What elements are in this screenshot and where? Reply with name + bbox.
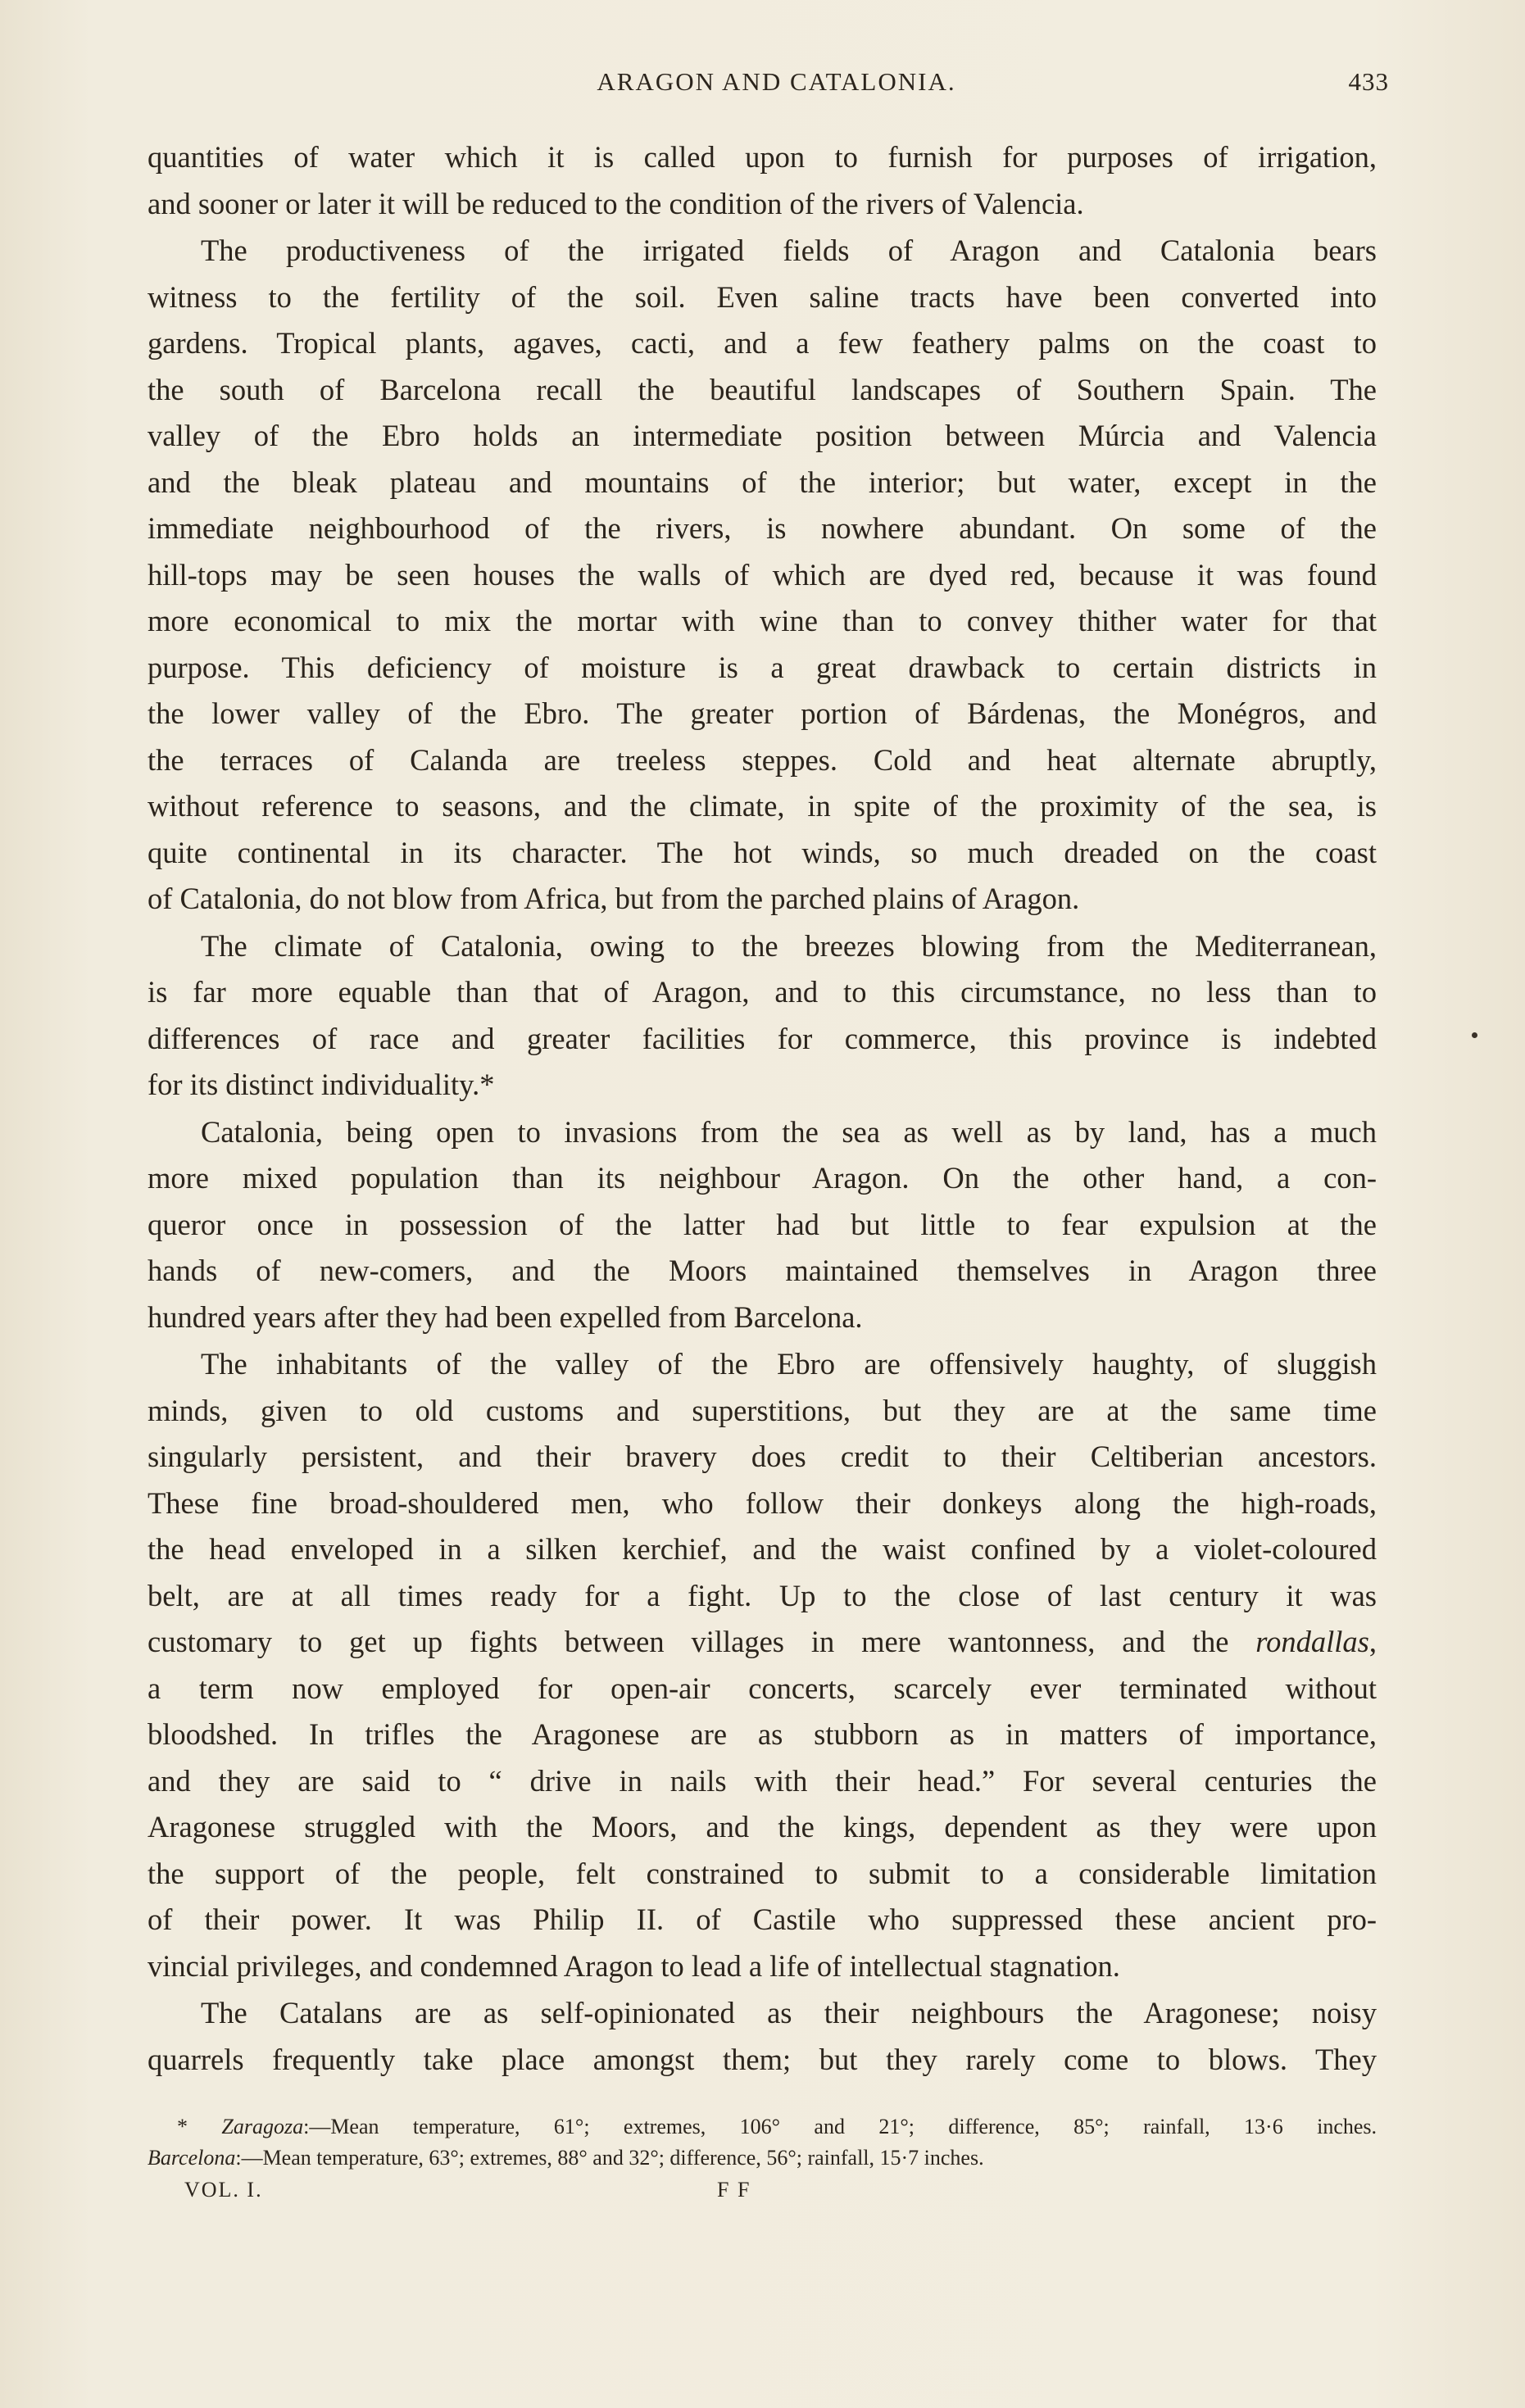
text-line: The climate of Catalonia, owing to the breezes blowing from the Mediterranean, bbox=[201, 928, 1377, 963]
page-number: 433 bbox=[1348, 67, 1389, 96]
text-line: hill-tops may be seen houses the walls of which are dyed red, because it was found bbox=[148, 557, 1377, 592]
text-line: the lower valley of the Ebro. The greater portion of Bárdenas, the Monégros, and bbox=[148, 696, 1377, 730]
text-line: without reference to seasons, and the climate, in spite of the proximity of the sea, is bbox=[148, 789, 1377, 823]
footnote-zaragoza bbox=[148, 2111, 1377, 2143]
text-line: the south of Barcelona recall the beautiful landscapes of Southern Spain. The bbox=[148, 372, 1377, 406]
text-line: The productiveness of the irrigated fields of Aragon and Catalonia bears bbox=[201, 234, 1377, 267]
text-line: the terraces of Calanda are treeless steppes. Cold and heat alternate abruptly, bbox=[148, 742, 1377, 777]
text-line: for its distinct individuality.* bbox=[148, 1068, 495, 1101]
text-line: the support of the people, felt constrained to submit to a considerable limitation bbox=[148, 1856, 1377, 1890]
text-line: These fine broad-shouldered men, who follow their donkeys along the high-roads, bbox=[148, 1485, 1377, 1520]
text-line: of Catalonia, do not blow from Africa, but from the parched plains of Aragon. bbox=[148, 882, 1080, 915]
text-line: customary to get up fights between villages in mere wantonness, and the rondallas, bbox=[148, 1625, 1377, 1658]
italic-term: rondallas bbox=[1255, 1625, 1369, 1658]
text-line: The inhabitants of the valley of the Ebro are offensively haughty, of sluggish bbox=[201, 1347, 1377, 1381]
text-line: singularly persistent, and their bravery does credit to their Celtiberian ancestors. bbox=[148, 1440, 1377, 1473]
text-line: immediate neighbourhood of the rivers, is nowhere abundant. On some of the bbox=[148, 511, 1377, 545]
footnotes bbox=[148, 2111, 1377, 2174]
text-line: more mixed population than its neighbour Aragon. On the other hand, a con- bbox=[148, 1161, 1377, 1195]
text-line: Catalonia, being open to invasions from the sea as well as by land, has a much bbox=[201, 1114, 1377, 1149]
page-footer bbox=[184, 2178, 1332, 2211]
text-line: differences of race and greater facilities for commerce, this province is indebted bbox=[148, 1021, 1377, 1055]
text-line: quantities of water which it is called upon to furnish for purposes of irrigation, bbox=[148, 140, 1377, 174]
text-line: Aragonese struggled with the Moors, and the kings, dependent as they were upon bbox=[148, 1810, 1377, 1843]
text-line: is far more equable than that of Aragon, and to this circumstance, no less than to bbox=[148, 975, 1377, 1009]
running-head: ARAGON AND CATALONIA. bbox=[597, 67, 956, 96]
footnote-marker: * bbox=[177, 2115, 188, 2138]
text-line: gardens. Tropical plants, agaves, cacti, and a few feathery palms on the coast to bbox=[148, 326, 1377, 360]
text-line: queror once in possession of the latter had but little to fear expulsion at the bbox=[148, 1207, 1377, 1241]
volume-label: VOL. I. bbox=[184, 2178, 263, 2202]
body-text bbox=[148, 134, 1377, 2083]
footnote-barcelona bbox=[148, 2143, 1377, 2174]
footnote-text-zaragoza: :—Mean temperature, 61°; extremes, 106° and 21°; difference, 85°; rainfall, 13·6 inches. bbox=[303, 2115, 1377, 2138]
text-line: purpose. This deficiency of moisture is a great drawback to certain districts in bbox=[148, 650, 1377, 684]
signature-mark: F F bbox=[717, 2178, 751, 2202]
margin-speck bbox=[1472, 1032, 1477, 1038]
text-line: the head enveloped in a silken kerchief, and the waist confined by a violet-coloured bbox=[148, 1532, 1377, 1566]
text-line: vincial privileges, and condemned Aragon to lead a life of intellectual stagnation. bbox=[148, 1948, 1120, 1983]
text-line: quarrels frequently take place amongst them; but they rarely come to blows. They bbox=[148, 2042, 1377, 2076]
text-line: more economical to mix the mortar with wine than to convey thither water for that bbox=[148, 604, 1377, 637]
text-line: and they are said to “ drive in nails with their head.” For several centuries the bbox=[148, 1763, 1377, 1798]
text-line: bloodshed. In trifles the Aragonese are as stubborn as in matters of importance, bbox=[148, 1717, 1377, 1751]
text-line: witness to the fertility of the soil. Even saline tracts have been converted into bbox=[148, 279, 1377, 314]
text-line: hundred years after they had been expelled from Barcelona. bbox=[148, 1299, 863, 1334]
text-line: The Catalans are as self-opinionated as their neighbours the Aragonese; noisy bbox=[201, 1996, 1377, 2029]
text-line: belt, are at all times ready for a fight. Up to the close of last century it was bbox=[148, 1578, 1377, 1612]
text-line: of their power. It was Philip II. of Castile who suppressed these ancient pro- bbox=[148, 1902, 1377, 1936]
text-line: minds, given to old customs and superstitions, but they are at the same time bbox=[148, 1393, 1377, 1427]
footnote-place-zaragoza: Zaragoza bbox=[221, 2115, 304, 2138]
footnote-text-barcelona: :—Mean temperature, 63°; extremes, 88° and 32°; difference, 56°; rainfall, 15·7 inches. bbox=[235, 2146, 984, 2170]
footnote-place-barcelona: Barcelona bbox=[148, 2146, 236, 2170]
text-line: hands of new-comers, and the Moors maintained themselves in Aragon three bbox=[148, 1254, 1377, 1287]
text-line: and the bleak plateau and mountains of the interior; but water, except in the bbox=[148, 465, 1377, 499]
text-line: quite continental in its character. The hot winds, so much dreaded on the coast bbox=[148, 835, 1377, 869]
text-line: and sooner or later it will be reduced to the condition of the rivers of Valencia. bbox=[148, 186, 1084, 220]
text-line: a term now employed for open-air concerts, scarcely ever terminated without bbox=[148, 1671, 1377, 1705]
text-line: valley of the Ebro holds an intermediate position between Múrcia and Valencia bbox=[148, 419, 1377, 452]
page-header bbox=[148, 67, 1389, 116]
